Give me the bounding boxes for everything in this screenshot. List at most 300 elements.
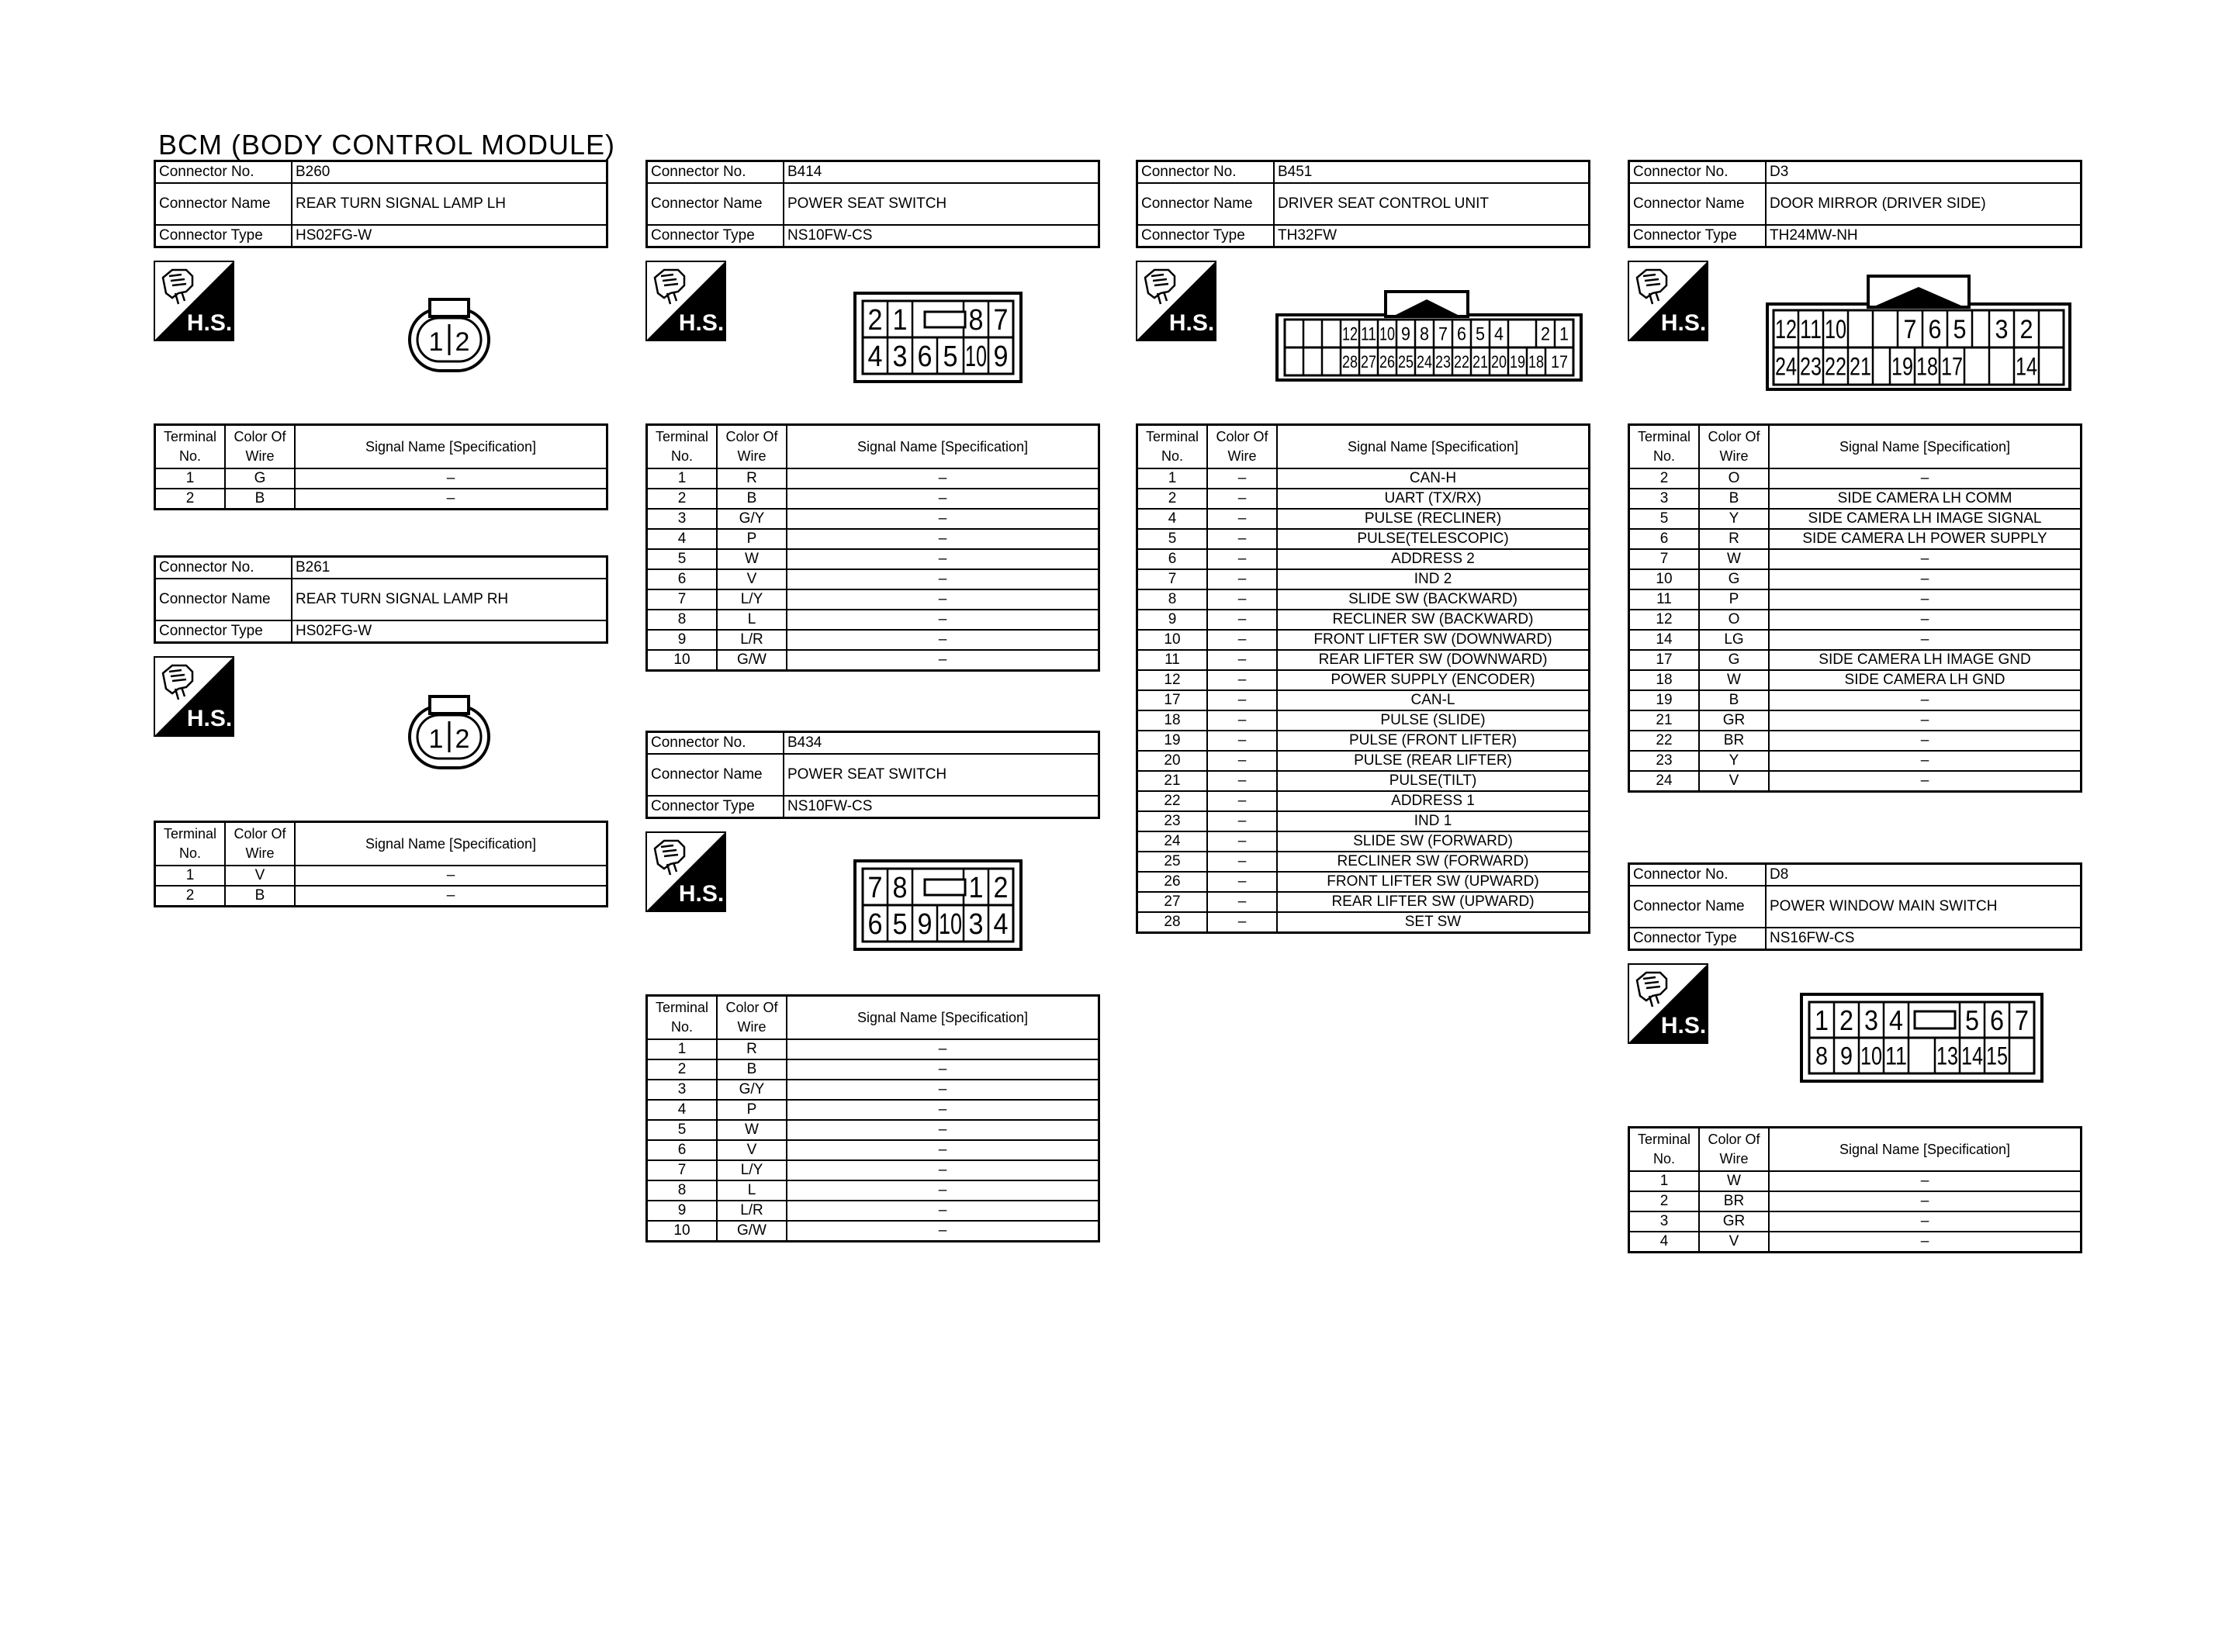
wire-color-cell: L bbox=[717, 610, 787, 630]
pin-label: 5 bbox=[1953, 315, 1967, 345]
pin-label: 14 bbox=[1961, 1042, 1983, 1070]
terminal-no-cell: 11 bbox=[1629, 589, 1700, 610]
label-connector-no: Connector No. bbox=[1629, 864, 1767, 886]
signal-name-header: Signal Name [Specification] bbox=[787, 996, 1099, 1040]
label-connector-type: Connector Type bbox=[155, 620, 292, 643]
terminal-no-cell: 6 bbox=[1137, 549, 1208, 569]
pin-label: 10 bbox=[1860, 1042, 1882, 1070]
connector-no-value: B261 bbox=[292, 557, 607, 579]
wire-color-cell: – bbox=[1207, 852, 1277, 872]
table-row bbox=[1137, 489, 1590, 509]
table-row bbox=[1137, 468, 1590, 489]
terminal-no-cell: 28 bbox=[1137, 912, 1208, 933]
wire-color-cell: B bbox=[225, 886, 295, 907]
pin-label: 4 bbox=[1494, 323, 1504, 345]
table-row bbox=[1629, 549, 2082, 569]
signal-name-cell: – bbox=[787, 549, 1099, 569]
table-row bbox=[1629, 610, 2082, 630]
signal-name-cell: – bbox=[787, 589, 1099, 610]
signal-name-cell: – bbox=[1769, 731, 2082, 751]
table-row bbox=[647, 1180, 1099, 1201]
signal-name-cell: – bbox=[1769, 569, 2082, 589]
pin-label: 7 bbox=[1903, 315, 1917, 345]
terminal-rows bbox=[1137, 468, 1590, 933]
label-connector-name: Connector Name bbox=[155, 579, 292, 620]
pin-label: 2 bbox=[2019, 315, 2033, 345]
table-row bbox=[1629, 1171, 2082, 1191]
terminal-no-cell: 2 bbox=[647, 489, 718, 509]
wire-color-cell: – bbox=[1207, 589, 1277, 610]
table-row bbox=[647, 509, 1099, 529]
table-row bbox=[647, 1201, 1099, 1221]
pin-label: 9 bbox=[1401, 323, 1410, 345]
terminal-no-cell: 6 bbox=[1629, 529, 1700, 549]
pin-label: 18 bbox=[1528, 351, 1544, 372]
connector-name-value: REAR TURN SIGNAL LAMP RH bbox=[292, 579, 607, 620]
pin-label: 12 bbox=[1342, 323, 1358, 345]
wire-color-cell: W bbox=[717, 549, 787, 569]
wire-color-cell: – bbox=[1207, 529, 1277, 549]
harness-side-icon bbox=[1136, 261, 1216, 341]
wire-color-cell: W bbox=[1699, 1171, 1769, 1191]
harness-side-label: H.S. bbox=[186, 706, 233, 731]
wire-color-cell: GR bbox=[1699, 1211, 1769, 1232]
terminal-rows bbox=[1629, 1171, 2082, 1253]
signal-name-cell: – bbox=[1769, 771, 2082, 792]
pin-label: 20 bbox=[1491, 351, 1507, 372]
table-row bbox=[1629, 1232, 2082, 1253]
terminal-no-cell: 5 bbox=[1137, 529, 1208, 549]
wire-color-header: Color Of Wire bbox=[717, 425, 787, 469]
signal-name-cell: – bbox=[787, 569, 1099, 589]
terminal-no-cell: 10 bbox=[647, 1221, 718, 1242]
table-row bbox=[647, 1080, 1099, 1100]
connector-type-value: TH24MW-NH bbox=[1766, 225, 2082, 247]
pin-label: 28 bbox=[1342, 351, 1358, 372]
terminal-no-cell: 12 bbox=[1137, 670, 1208, 690]
signal-name-cell: – bbox=[787, 1140, 1099, 1160]
terminal-no-header: Terminal No. bbox=[647, 425, 718, 469]
signal-name-cell: – bbox=[1769, 1171, 2082, 1191]
label-connector-type: Connector Type bbox=[155, 225, 292, 247]
pin-label: 11 bbox=[1885, 1042, 1907, 1070]
label-connector-name: Connector Name bbox=[1629, 183, 1767, 225]
terminal-no-header: Terminal No. bbox=[1629, 1128, 1700, 1172]
terminal-no-cell: 7 bbox=[1629, 549, 1700, 569]
terminal-no-cell: 3 bbox=[1629, 1211, 1700, 1232]
signal-name-cell: – bbox=[787, 489, 1099, 509]
label-connector-name: Connector Name bbox=[1629, 886, 1767, 928]
table-row bbox=[1629, 650, 2082, 670]
signal-name-cell: PULSE (REAR LIFTER) bbox=[1277, 751, 1590, 771]
wire-color-cell: L bbox=[717, 1180, 787, 1201]
wire-color-cell: Y bbox=[1699, 751, 1769, 771]
wire-color-cell: O bbox=[1699, 610, 1769, 630]
signal-name-cell: PULSE(TILT) bbox=[1277, 771, 1590, 791]
pin-label: 8 bbox=[1420, 323, 1429, 345]
signal-name-cell: – bbox=[787, 1039, 1099, 1059]
signal-name-cell: – bbox=[1769, 690, 2082, 710]
signal-name-header: Signal Name [Specification] bbox=[295, 425, 607, 469]
table-row bbox=[1137, 771, 1590, 791]
terminal-no-cell: 1 bbox=[155, 866, 226, 886]
table-row bbox=[1629, 1191, 2082, 1211]
wire-color-cell: R bbox=[717, 468, 787, 489]
table-row bbox=[1629, 468, 2082, 489]
table-row bbox=[1629, 569, 2082, 589]
signal-name-cell: SIDE CAMERA LH GND bbox=[1769, 670, 2082, 690]
pin-label: 10 bbox=[939, 908, 962, 942]
pin-label: 6 bbox=[1990, 1004, 2004, 1036]
wire-color-cell: – bbox=[1207, 690, 1277, 710]
wire-color-cell: W bbox=[1699, 670, 1769, 690]
terminal-no-cell: 9 bbox=[647, 630, 718, 650]
terminal-rows bbox=[647, 1039, 1099, 1242]
wire-color-cell: – bbox=[1207, 771, 1277, 791]
signal-name-cell: CAN-H bbox=[1277, 468, 1590, 489]
terminal-no-header: Terminal No. bbox=[155, 425, 226, 469]
terminal-no-cell: 2 bbox=[1629, 1191, 1700, 1211]
pin-row-bottom bbox=[1303, 347, 1568, 375]
table-row bbox=[647, 589, 1099, 610]
table-row bbox=[647, 569, 1099, 589]
pin-label: 25 bbox=[1398, 351, 1414, 372]
harness-side-label: H.S. bbox=[1660, 1013, 1707, 1039]
terminal-rows bbox=[647, 468, 1099, 671]
pin-label: 24 bbox=[1775, 352, 1797, 381]
signal-name-cell: – bbox=[787, 509, 1099, 529]
table-row bbox=[647, 610, 1099, 630]
pin-label: 2 bbox=[1839, 1004, 1853, 1036]
table-row bbox=[1137, 509, 1590, 529]
terminal-table-d8 bbox=[1628, 1126, 2082, 1253]
table-row bbox=[647, 1120, 1099, 1140]
table-row bbox=[647, 1100, 1099, 1120]
wire-color-cell: B bbox=[1699, 489, 1769, 509]
wire-color-cell: V bbox=[1699, 1232, 1769, 1253]
pin-label: 5 bbox=[1476, 323, 1485, 345]
pin-label: 5 bbox=[1965, 1004, 1979, 1036]
connector-no-value: B414 bbox=[784, 161, 1099, 184]
wire-color-header: Color Of Wire bbox=[1699, 425, 1769, 469]
wire-color-cell: L/Y bbox=[717, 589, 787, 610]
pin-label: 21 bbox=[1850, 352, 1871, 381]
harness-side-icon bbox=[645, 831, 726, 912]
signal-name-cell: POWER SUPPLY (ENCODER) bbox=[1277, 670, 1590, 690]
wire-color-cell: GR bbox=[1699, 710, 1769, 731]
wire-color-cell: B bbox=[225, 489, 295, 510]
terminal-no-cell: 6 bbox=[647, 569, 718, 589]
pin-label: 22 bbox=[1454, 351, 1469, 372]
wire-color-cell: V bbox=[1699, 771, 1769, 792]
pin-label: 7 bbox=[1438, 323, 1448, 345]
pin-label: 9 bbox=[993, 340, 1009, 374]
signal-name-cell: – bbox=[295, 866, 607, 886]
connector-type-value: TH32FW bbox=[1274, 225, 1590, 247]
wire-color-cell: – bbox=[1207, 831, 1277, 852]
table-row bbox=[1137, 630, 1590, 650]
pin-label: 13 bbox=[1936, 1042, 1958, 1070]
label-connector-name: Connector Name bbox=[155, 183, 292, 225]
terminal-no-cell: 17 bbox=[1629, 650, 1700, 670]
terminal-no-cell: 12 bbox=[1629, 610, 1700, 630]
signal-name-cell: – bbox=[295, 489, 607, 510]
signal-name-cell: CAN-L bbox=[1277, 690, 1590, 710]
wire-color-cell: V bbox=[717, 1140, 787, 1160]
pin-label: 2 bbox=[455, 724, 470, 754]
terminal-no-cell: 18 bbox=[1137, 710, 1208, 731]
terminal-no-cell: 3 bbox=[647, 1080, 718, 1100]
signal-name-cell: FRONT LIFTER SW (DOWNWARD) bbox=[1277, 630, 1590, 650]
pin-label: 6 bbox=[1928, 315, 1942, 345]
harness-side-label: H.S. bbox=[678, 881, 725, 907]
wire-color-cell: – bbox=[1207, 731, 1277, 751]
harness-side-label: H.S. bbox=[678, 310, 725, 336]
pin-label: 9 bbox=[1840, 1042, 1853, 1070]
pin-label: 26 bbox=[1379, 351, 1395, 372]
harness-side-icon bbox=[645, 261, 726, 341]
terminal-no-cell: 5 bbox=[647, 1120, 718, 1140]
terminal-no-cell: 26 bbox=[1137, 872, 1208, 892]
hand-icon bbox=[655, 270, 684, 304]
connector-no-value: D3 bbox=[1766, 161, 2082, 184]
terminal-table-b434 bbox=[645, 994, 1100, 1242]
signal-name-cell: – bbox=[295, 886, 607, 907]
signal-name-header: Signal Name [Specification] bbox=[1769, 1128, 2082, 1172]
table-row bbox=[1137, 569, 1590, 589]
terminal-no-cell: 2 bbox=[647, 1059, 718, 1080]
terminal-no-cell: 4 bbox=[1137, 509, 1208, 529]
table-row bbox=[1137, 892, 1590, 912]
terminal-no-cell: 9 bbox=[647, 1201, 718, 1221]
wire-color-header: Color Of Wire bbox=[1699, 1128, 1769, 1172]
connector-face-b260 bbox=[407, 298, 492, 374]
signal-name-cell: – bbox=[787, 468, 1099, 489]
label-connector-name: Connector Name bbox=[647, 754, 784, 796]
table-row bbox=[1137, 650, 1590, 670]
table-row bbox=[1629, 751, 2082, 771]
connector-name-value: POWER WINDOW MAIN SWITCH bbox=[1766, 886, 2082, 928]
terminal-no-cell: 18 bbox=[1629, 670, 1700, 690]
wire-color-cell: O bbox=[1699, 468, 1769, 489]
wire-color-cell: G/Y bbox=[717, 509, 787, 529]
hand-icon bbox=[163, 270, 192, 304]
signal-name-cell: – bbox=[787, 1160, 1099, 1180]
connector-info-b260 bbox=[154, 160, 608, 248]
signal-name-cell: SLIDE SW (BACKWARD) bbox=[1277, 589, 1590, 610]
pin-label: 15 bbox=[1986, 1042, 2008, 1070]
signal-name-cell: SIDE CAMERA LH POWER SUPPLY bbox=[1769, 529, 2082, 549]
wire-color-cell: – bbox=[1207, 509, 1277, 529]
terminal-no-cell: 21 bbox=[1629, 710, 1700, 731]
wire-color-cell: – bbox=[1207, 549, 1277, 569]
connector-name-value: POWER SEAT SWITCH bbox=[784, 183, 1099, 225]
pin-label: 12 bbox=[1775, 315, 1797, 345]
wire-color-cell: W bbox=[717, 1120, 787, 1140]
label-connector-type: Connector Type bbox=[1137, 225, 1275, 247]
signal-name-cell: – bbox=[787, 1059, 1099, 1080]
wire-color-cell: L/R bbox=[717, 1201, 787, 1221]
table-row bbox=[1137, 872, 1590, 892]
wire-color-cell: L/R bbox=[717, 630, 787, 650]
terminal-no-cell: 23 bbox=[1137, 811, 1208, 831]
terminal-no-cell: 7 bbox=[647, 1160, 718, 1180]
terminal-no-cell: 7 bbox=[1137, 569, 1208, 589]
pin-label: 6 bbox=[1457, 323, 1466, 345]
table-row bbox=[1629, 670, 2082, 690]
pin-label: 8 bbox=[892, 872, 908, 905]
terminal-no-cell: 1 bbox=[1629, 1171, 1700, 1191]
terminal-table-b451 bbox=[1136, 423, 1590, 934]
terminal-no-cell: 1 bbox=[155, 468, 226, 489]
pin-label: 4 bbox=[993, 908, 1009, 942]
table-row bbox=[647, 549, 1099, 569]
pin-label: 2 bbox=[993, 872, 1009, 905]
pin-label: 10 bbox=[1379, 323, 1395, 345]
label-connector-name: Connector Name bbox=[1137, 183, 1275, 225]
table-row bbox=[647, 1221, 1099, 1242]
pin-label: 23 bbox=[1800, 352, 1822, 381]
terminal-no-cell: 2 bbox=[155, 886, 226, 907]
label-connector-type: Connector Type bbox=[647, 225, 784, 247]
pin-label: 1 bbox=[968, 872, 984, 905]
wire-color-cell: – bbox=[1207, 468, 1277, 489]
connector-type-value: NS10FW-CS bbox=[784, 225, 1099, 247]
wire-color-cell: V bbox=[225, 866, 295, 886]
pin-label: 2 bbox=[1541, 323, 1550, 345]
table-row bbox=[1629, 489, 2082, 509]
table-row bbox=[1629, 589, 2082, 610]
signal-name-cell: – bbox=[1769, 1211, 2082, 1232]
wire-color-cell: B bbox=[717, 489, 787, 509]
signal-name-cell: FRONT LIFTER SW (UPWARD) bbox=[1277, 872, 1590, 892]
harness-side-icon bbox=[1628, 963, 1708, 1044]
table-row bbox=[1137, 852, 1590, 872]
terminal-no-cell: 27 bbox=[1137, 892, 1208, 912]
connector-face-d8 bbox=[1800, 993, 2043, 1083]
pin-label: 7 bbox=[867, 872, 883, 905]
signal-name-cell: PULSE (RECLINER) bbox=[1277, 509, 1590, 529]
terminal-table-b260 bbox=[154, 423, 608, 510]
connector-face-b261 bbox=[407, 695, 492, 771]
connector-face-b434 bbox=[853, 859, 1023, 951]
pin-label: 18 bbox=[1916, 352, 1938, 381]
terminal-no-header: Terminal No. bbox=[647, 996, 718, 1040]
wire-color-cell: – bbox=[1207, 872, 1277, 892]
wire-color-cell: R bbox=[717, 1039, 787, 1059]
pin-label: 10 bbox=[1825, 315, 1846, 345]
signal-name-cell: – bbox=[1769, 549, 2082, 569]
label-connector-type: Connector Type bbox=[1629, 225, 1767, 247]
terminal-no-cell: 8 bbox=[647, 1180, 718, 1201]
terminal-table-d3 bbox=[1628, 423, 2082, 793]
connector-info-d3 bbox=[1628, 160, 2082, 248]
pin-label: 7 bbox=[2015, 1004, 2029, 1036]
wire-color-header: Color Of Wire bbox=[225, 822, 295, 866]
wire-color-cell: – bbox=[1207, 610, 1277, 630]
table-row bbox=[1137, 549, 1590, 569]
connector-face-b451 bbox=[1275, 289, 1583, 382]
terminal-no-cell: 5 bbox=[647, 549, 718, 569]
wire-color-cell: – bbox=[1207, 670, 1277, 690]
wire-color-cell: – bbox=[1207, 751, 1277, 771]
terminal-no-cell: 25 bbox=[1137, 852, 1208, 872]
label-connector-type: Connector Type bbox=[647, 796, 784, 818]
terminal-no-cell: 11 bbox=[1137, 650, 1208, 670]
wire-color-cell: – bbox=[1207, 489, 1277, 509]
hand-icon bbox=[163, 665, 192, 700]
terminal-table-b414 bbox=[645, 423, 1100, 672]
wire-color-cell: – bbox=[1207, 811, 1277, 831]
pin-label: 1 bbox=[428, 327, 444, 357]
table-row bbox=[647, 1039, 1099, 1059]
label-connector-no: Connector No. bbox=[155, 161, 292, 184]
pin-label: 23 bbox=[1435, 351, 1451, 372]
pin-label: 4 bbox=[867, 340, 883, 374]
harness-side-icon bbox=[154, 261, 234, 341]
pin-label: 21 bbox=[1472, 351, 1488, 372]
terminal-no-cell: 19 bbox=[1629, 690, 1700, 710]
wire-color-cell: – bbox=[1207, 710, 1277, 731]
wire-color-cell: R bbox=[1699, 529, 1769, 549]
label-connector-no: Connector No. bbox=[647, 732, 784, 755]
signal-name-cell: – bbox=[787, 1201, 1099, 1221]
terminal-no-cell: 5 bbox=[1629, 509, 1700, 529]
table-row bbox=[1137, 731, 1590, 751]
wire-color-cell: P bbox=[717, 1100, 787, 1120]
hand-icon bbox=[1637, 973, 1666, 1007]
table-row bbox=[1137, 690, 1590, 710]
pin-label: 1 bbox=[1559, 323, 1569, 345]
pin-label: 17 bbox=[1551, 351, 1568, 372]
pin-label: 7 bbox=[993, 304, 1009, 337]
connector-no-value: B260 bbox=[292, 161, 607, 184]
signal-name-header: Signal Name [Specification] bbox=[295, 822, 607, 866]
signal-name-cell: – bbox=[787, 1120, 1099, 1140]
connector-info-b414 bbox=[645, 160, 1100, 248]
terminal-no-cell: 6 bbox=[647, 1140, 718, 1160]
wire-color-cell: G bbox=[1699, 569, 1769, 589]
pin-label: 1 bbox=[428, 724, 444, 754]
terminal-no-header: Terminal No. bbox=[1137, 425, 1208, 469]
signal-name-cell: ADDRESS 2 bbox=[1277, 549, 1590, 569]
signal-name-cell: – bbox=[787, 1080, 1099, 1100]
wire-color-cell: – bbox=[1207, 912, 1277, 933]
pin-label: 1 bbox=[1815, 1004, 1829, 1036]
label-connector-type: Connector Type bbox=[1629, 928, 1767, 950]
table-row bbox=[647, 529, 1099, 549]
harness-side-label: H.S. bbox=[1660, 310, 1707, 336]
table-row bbox=[1629, 731, 2082, 751]
connector-name-value: DOOR MIRROR (DRIVER SIDE) bbox=[1766, 183, 2082, 225]
pin-label: 17 bbox=[1941, 352, 1963, 381]
pin-label: 10 bbox=[965, 340, 987, 374]
page-title: BCM (BODY CONTROL MODULE) bbox=[158, 129, 616, 161]
terminal-no-cell: 3 bbox=[1629, 489, 1700, 509]
signal-name-cell: – bbox=[787, 1100, 1099, 1120]
connector-type-value: NS16FW-CS bbox=[1766, 928, 2082, 950]
signal-name-cell: – bbox=[787, 630, 1099, 650]
wire-color-cell: W bbox=[1699, 549, 1769, 569]
terminal-rows bbox=[155, 866, 607, 907]
table-row bbox=[1629, 771, 2082, 792]
wire-color-cell: G bbox=[1699, 650, 1769, 670]
signal-name-cell: IND 2 bbox=[1277, 569, 1590, 589]
connector-name-value: DRIVER SEAT CONTROL UNIT bbox=[1274, 183, 1590, 225]
connector-name-value: REAR TURN SIGNAL LAMP LH bbox=[292, 183, 607, 225]
table-row bbox=[155, 886, 607, 907]
wire-color-header: Color Of Wire bbox=[225, 425, 295, 469]
